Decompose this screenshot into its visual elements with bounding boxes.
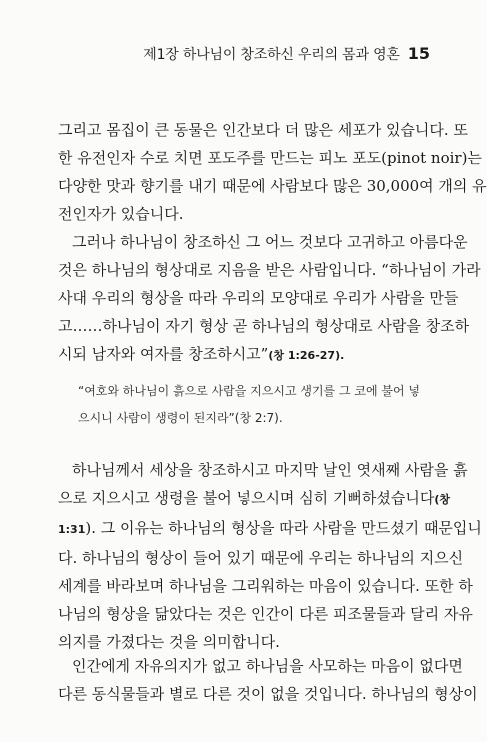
text-line: 전인자가 있습니다. xyxy=(58,205,184,223)
running-header xyxy=(143,44,430,64)
text-line: 사대 우리의 형상을 따라 우리의 모양대로 우리가 사람을 만들 xyxy=(58,289,459,307)
text-line: 그러나 하나님이 창조하신 그 어느 것보다 고귀하고 아름다운 xyxy=(72,233,468,251)
text-line: 세계를 바라보며 하나님을 그리워하는 마음이 있습니다. 또한 하 xyxy=(58,577,473,595)
text-span: 으로 지으시고 생령을 불어 넣으시며 심히 기뻐하셨습니다 xyxy=(58,489,435,507)
paragraph-4 xyxy=(58,652,478,708)
text-line: 나님의 형상을 닮았다는 것은 인간이 다른 피조물들과 달리 자유 xyxy=(58,605,473,623)
scripture-reference: (창 xyxy=(434,493,451,506)
text-span: ). 그 이유는 하나님의 형상을 따라 사람을 만드셨기 때문입니 xyxy=(85,519,482,537)
text-line: 하나님께서 세상을 창조하시고 마지막 날인 엿새째 사람을 흙 xyxy=(72,461,468,479)
scripture-quote xyxy=(78,378,418,432)
paragraph-2 xyxy=(58,228,481,370)
scripture-reference: 1:31 xyxy=(58,523,86,536)
text-line xyxy=(58,340,430,370)
quote-line: “여호와 하나님이 흙으로 사람을 지으시고 생기를 그 코에 불어 넣 xyxy=(78,384,420,398)
text-line xyxy=(58,484,451,514)
text-line: 것은 하나님의 형상대로 지음을 받은 사람입니다. “하나님이 가라 xyxy=(58,261,481,279)
text-line: 다양한 맛과 향기를 내기 때문에 사람보다 많은 30,000여 개의 유 xyxy=(58,177,487,195)
quote-line: 으시니 사람이 생령이 된지라”(창 2:7). xyxy=(78,411,283,425)
text-line: 의지를 가졌다는 것을 의미합니다. xyxy=(58,633,280,651)
text-line: 한 유전인자 수로 치면 포도주를 만드는 피노 포도(pinot noir)는 xyxy=(58,149,482,167)
paragraph-1 xyxy=(58,116,487,228)
text-line: 그리고 몸집이 큰 동물은 인간보다 더 많은 세포가 있습니다. 또 xyxy=(58,121,468,139)
text-line xyxy=(58,514,482,544)
text-line: 고……하나님이 자기 형상 곧 하나님의 형상대로 사람을 창조하 xyxy=(58,317,470,335)
text-span: 시되 남자와 여자를 창조하시고” xyxy=(58,345,269,363)
scripture-reference: (창 1:26-27). xyxy=(268,349,345,362)
chapter-title: 제1장 하나님이 창조하신 우리의 몸과 영혼 xyxy=(143,47,400,63)
text-line: 다른 동식물들과 별로 다른 것이 없을 것입니다. 하나님의 형상이 xyxy=(58,685,478,703)
text-line: 인간에게 자유의지가 없고 하나님을 사모하는 마음이 없다면 xyxy=(72,657,463,675)
paragraph-3 xyxy=(58,456,482,656)
page-number: 15 xyxy=(407,44,430,63)
text-line: 다. 하나님의 형상이 들어 있기 때문에 우리는 하나님의 지으신 xyxy=(58,549,464,567)
